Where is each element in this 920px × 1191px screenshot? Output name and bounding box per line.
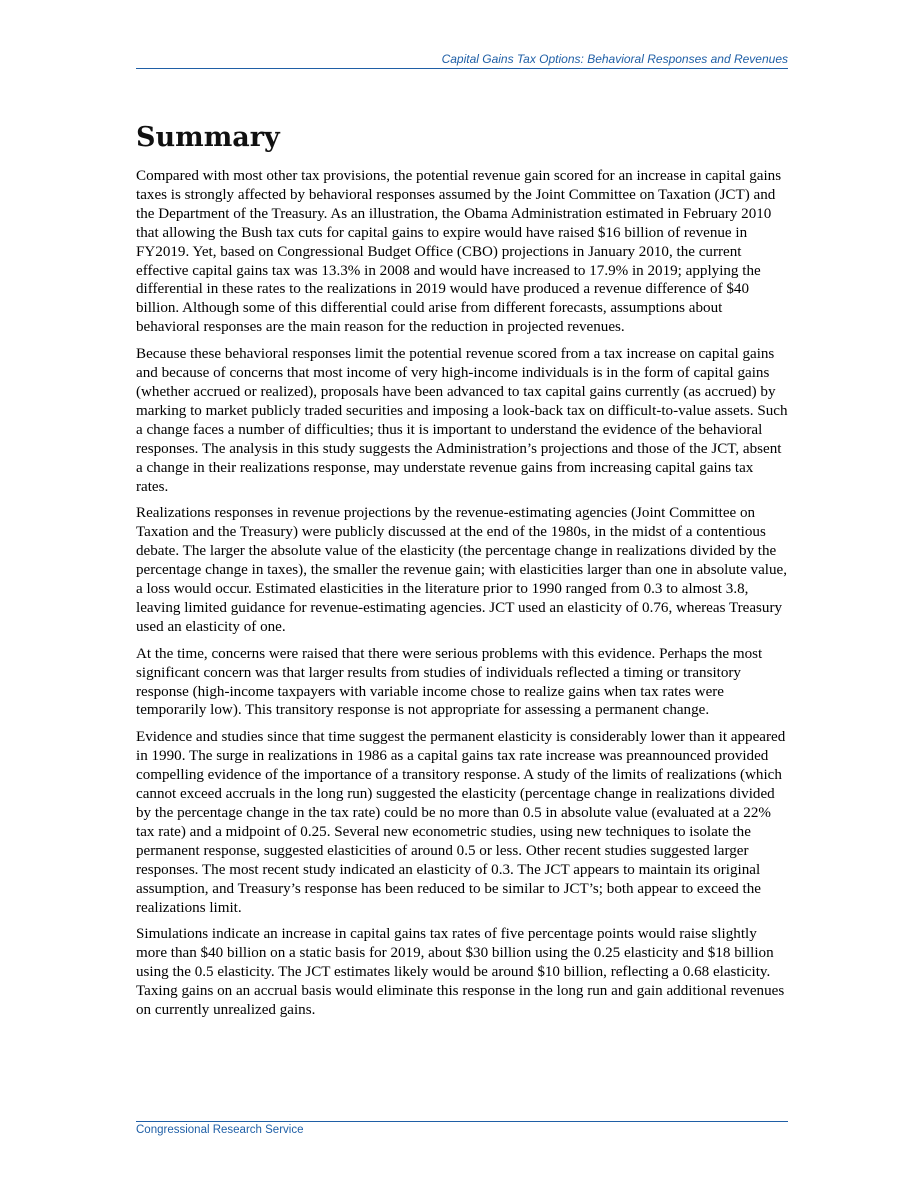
footer-divider: [136, 1121, 788, 1122]
paragraph-realizations-responses: Realizations responses in revenue projections by the revenue-estimating agencies (Joint Committee on Taxation and the Treasury) were publicly discussed at the end of the 1980s, in the midst of a contentious debate. The larger the absolute value of the elasticity (the percentage change in realizations divided by the percentage change in taxes), the smaller the revenue gain; with elasticities larger than one in absolute value, a loss would occur. Estimated elasticities in the literature prior to 1990 ranged from 0.3 to almost 3.8, leaving limited guidance for revenue-estimating agencies. JCT used an elasticity of 0.76, whereas Treasury used an elasticity of one.: [136, 505, 788, 635]
paragraph-revenue-gain: Compared with most other tax provisions, the potential revenue gain scored for an increase in capital gains taxes is strongly affected by behavioral responses assumed by the Joint Committee on Taxation (JCT) and the Department of the Treasury. As an illustration, the Obama Administration estimated in February 2010 that allowing the Bush tax cuts for capital gains to expire would have raised $16 billion of revenue in FY2019. Yet, based on Congressional Budget Office (CBO) projections in January 2010, the current effective capital gains tax was 13.3% in 2008 and would have increased to 17.9% in 2019; applying the differential in these rates to the realizations in 2019 would have produced a revenue difference of $40 billion. Although some of this differential could arise from different forecasts, assumptions about behavioral responses are the main reason for the reduction in projected revenues.: [136, 168, 782, 336]
paragraph-concerns: At the time, concerns were raised that there were serious problems with this evidence. Perhaps the most significant concern was that larger results from studies of individuals reflected a timing or transitory response (high-income taxpayers with variable income chose to realize gains when tax rates were temporarily low). This transitory response is not appropriate for assessing a permanent change.: [136, 645, 763, 719]
paragraph-evidence: Evidence and studies since that time suggest the permanent elasticity is considerably lower than it appeared in 1990. The surge in realizations in 1986 as a capital gains tax rate increase was preannounced provided compelling evidence of the importance of a transitory response. A study of the limits of realizations (which cannot exceed accruals in the long run) suggested the elasticity (percentage change in realizations divided by the percentage change in the tax rate) could be no more than 0.5 in absolute value (evaluated at a 22% tax rate) and a midpoint of 0.25. Several new econometric studies, using new techniques to isolate the permanent response, suggested elasticities of around 0.5 or less. Other recent studies suggested larger responses. The most recent study indicated an elasticity of 0.3. The JCT appears to maintain its original assumption, and Treasury’s response has been reduced to be similar to JCT’s; both appear to exceed the realizations limit.: [136, 729, 786, 916]
paragraph-simulations: Simulations indicate an increase in capital gains tax rates of five percentage points would raise slightly more than $40 billion on a static basis for 2019, about $30 billion using the 0.25 elasticity and $18 billion using the 0.5 elasticity. The JCT estimates likely would be around $10 billion, reflecting a 0.68 elasticity. Taxing gains on an accrual basis would eliminate this response in the long run and gain additional revenues on currently unrealized gains.: [136, 926, 785, 1019]
running-header: Capital Gains Tax Options: Behavioral Responses and Revenues: [136, 52, 788, 69]
footer-publisher: Congressional Research Service: [136, 1124, 304, 1136]
page-title: Summary: [136, 122, 280, 153]
paragraph-behavioral-responses: Because these behavioral responses limit the potential revenue scored from a tax increase on capital gains and because of concerns that most income of very high-income individuals is in the form of capital gains (whether accrued or realized), proposals have been advanced to tax capital gains currently (as accrued) by marking to market publicly traded securities and imposing a look-back tax on difficult-to-value assets. Such a change faces a number of difficulties; thus it is important to understand the evidence of the behavioral responses. The analysis in this study suggests the Administration’s projections and those of the JCT, absent a change in their realizations response, may understate revenue gains from increasing capital gains tax rates.: [136, 346, 788, 495]
summary-body: [136, 167, 788, 1028]
